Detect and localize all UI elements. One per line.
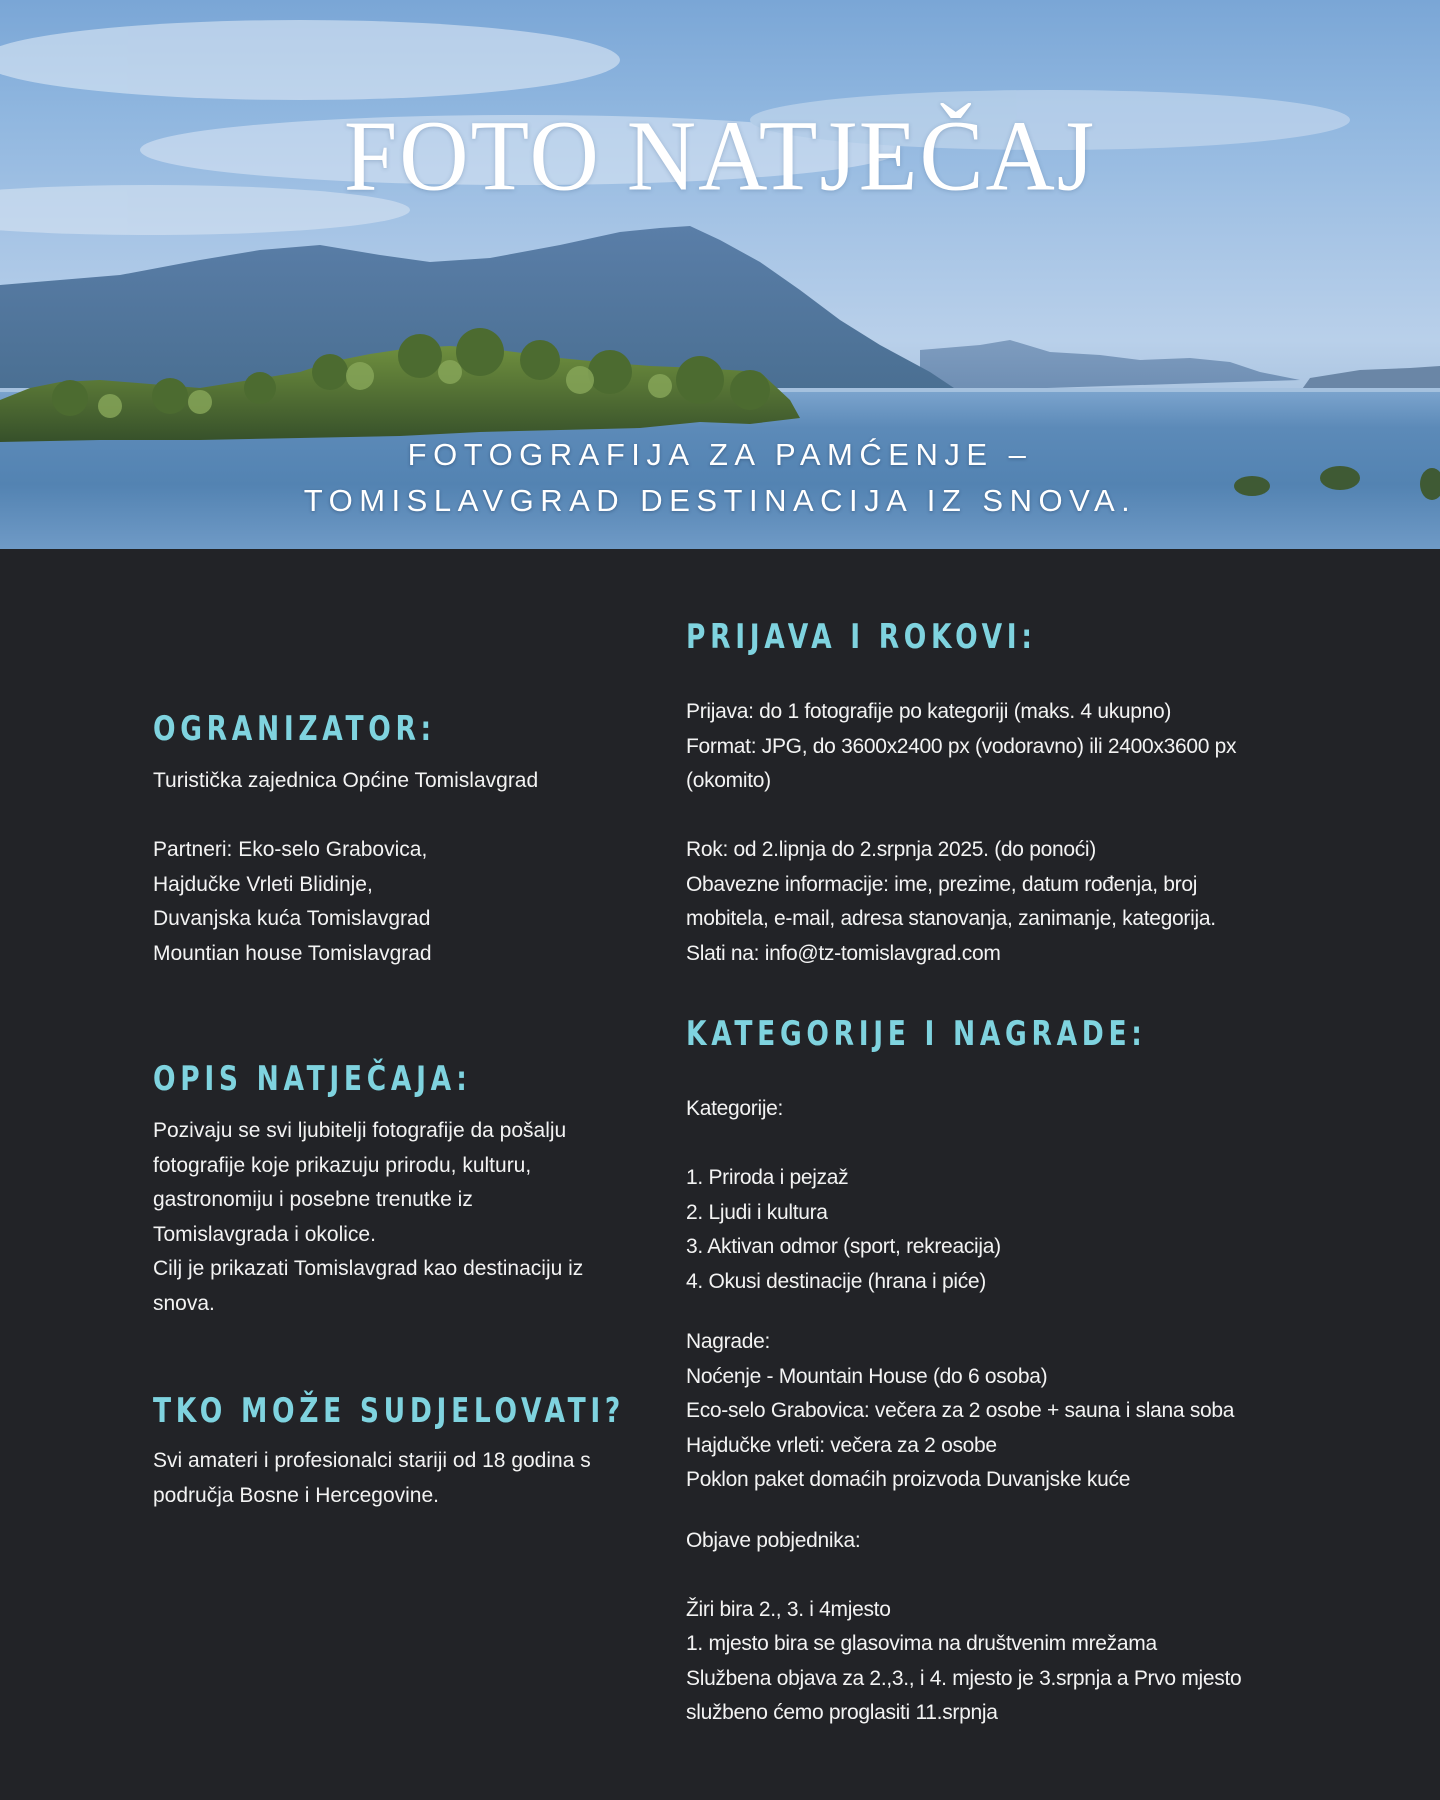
category-item: 3. Aktivan odmor (sport, rekreacija)	[686, 1235, 1001, 1258]
eligibility-heading: TKO MOŽE SUDJELOVATI?	[153, 1391, 625, 1431]
winners-line: Službena objava za 2.,3., i 4. mjesto je 3.srpnja a Prvo mjesto	[686, 1666, 1242, 1690]
application-section	[686, 617, 1366, 971]
category-item: 2. Ljudi i kultura	[686, 1200, 828, 1224]
partner-line: Duvanjska kuća Tomislavgrad	[153, 907, 431, 930]
send-to-label: Slati na:	[686, 941, 765, 965]
partner-line: Mountian house Tomislavgrad	[153, 941, 432, 965]
category-item: 1. Priroda i pejzaž	[686, 1166, 849, 1189]
description-line: Tomislavgrada i okolice.	[153, 1222, 376, 1246]
application-line: Format: JPG, do 3600x2400 px (vodoravno) ili 2400x3600 px	[686, 734, 1237, 758]
organizer-section	[153, 709, 673, 971]
eligibility-line: područja Bosne i Hercegovine.	[153, 1483, 440, 1507]
description-line: Cilj je prikazati Tomislavgrad kao destinaciju iz	[153, 1257, 584, 1280]
organizer-name: Turistička zajednica Općine Tomislavgrad	[153, 769, 539, 792]
application-line: Prijava: do 1 fotografije po kategoriji (maks. 4 ukupno)	[686, 700, 1172, 723]
hero-banner	[0, 0, 1440, 549]
application-heading: PRIJAVA I ROKOVI:	[686, 617, 1037, 657]
prizes-label: Nagrade:	[686, 1330, 770, 1353]
winners-line: Žiri bira 2., 3. i 4mjesto	[686, 1597, 891, 1621]
prize-item: Poklon paket domaćih proizvoda Duvanjske kuće	[686, 1468, 1131, 1491]
hero-subtitle-line-1: FOTOGRAFIJA ZA PAMĆENJE –	[407, 437, 1033, 472]
description-line: fotografije koje prikazuju prirodu, kulturu,	[153, 1153, 532, 1177]
hero-title: FOTO NATJEČAJ	[343, 99, 1097, 212]
prize-item: Hajdučke vrleti: večera za 2 osobe	[686, 1433, 997, 1457]
description-line: Pozivaju se svi ljubitelji fotografije da pošalju	[153, 1119, 567, 1142]
description-line: gastronomiju i posebne trenutke iz	[153, 1188, 473, 1211]
eligibility-section	[153, 1391, 673, 1513]
contact-email-link[interactable]: info@tz-tomislavgrad.com	[764, 941, 1001, 965]
partner-line: Partneri: Eko-selo Grabovica,	[153, 838, 428, 861]
prize-item: Noćenje - Mountain House (do 6 osoba)	[686, 1364, 1048, 1388]
send-to-line	[686, 937, 1366, 972]
application-line: (okomito)	[686, 769, 771, 792]
categories-label: Kategorije:	[686, 1097, 784, 1120]
prize-item: Eco-selo Grabovica: večera za 2 osobe + sauna i slana soba	[686, 1399, 1235, 1422]
categories-heading: KATEGORIJE I NAGRADE:	[686, 1014, 1147, 1054]
hero-subtitle-line-2: TOMISLAVGRAD DESTINACIJA IZ SNOVA.	[303, 483, 1137, 518]
winners-label: Objave pobjednika:	[686, 1528, 861, 1552]
categories-section	[686, 1014, 1366, 1731]
deadline-line: Rok: od 2.lipnja do 2.srpnja 2025. (do ponoći)	[686, 838, 1096, 861]
partner-line: Hajdučke Vrleti Blidinje,	[153, 872, 373, 896]
required-info-line: mobitela, e-mail, adresa stanovanja, zanimanje, kategorija.	[686, 907, 1216, 930]
organizer-heading: OGRANIZATOR:	[153, 709, 436, 749]
eligibility-line: Svi amateri i profesionalci stariji od 18 godina s	[153, 1449, 591, 1472]
category-item: 4. Okusi destinacije (hrana i piće)	[686, 1269, 986, 1293]
description-line: snova.	[153, 1291, 215, 1315]
description-section	[153, 1059, 673, 1321]
winners-line: 1. mjesto bira se glasovima na društvenim mrežama	[686, 1632, 1157, 1655]
description-heading: OPIS NATJEČAJA:	[153, 1059, 472, 1099]
required-info-line: Obavezne informacije: ime, prezime, datum rođenja, broj	[686, 872, 1198, 896]
winners-line: službeno ćemo proglasiti 11.srpnja	[686, 1701, 998, 1724]
